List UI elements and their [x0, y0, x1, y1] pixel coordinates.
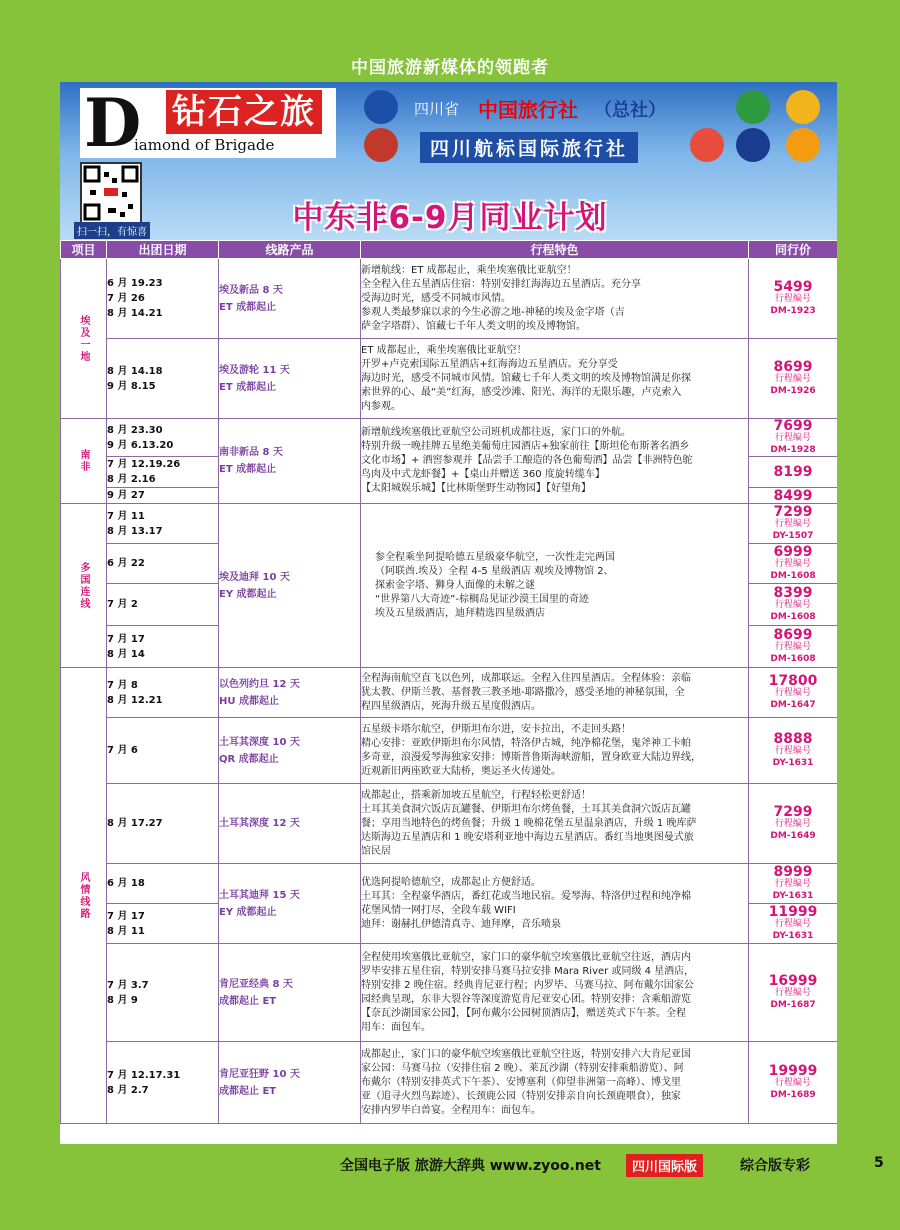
price-label: 行程编号 — [774, 987, 811, 998]
route-features: 全程使用埃塞俄比亚航空，家门口的豪华航空埃塞俄比亚航空往返，酒店内 罗毕安排五星住宿，特别安排马赛马拉安排 Mara River 或同级 4 星酒店， 特别安排 2 晚住宿。经典肯尼亚行程；内罗毕、马赛马拉、阿布戴尔国家公 园经典呈现，东非大裂谷等深度游览肯尼亚安心团。特别安排：含乘船游览 【奈瓦沙湖国家公园】，【阿布戴尔公园树顶酒店】，赠送英式下午茶。全程 用车：面包车。 — [361, 944, 749, 1042]
cits-emblem-icon — [364, 90, 398, 124]
route-features: 优选阿提哈德航空，成都起止方便舒适。 土耳其：全程豪华酒店，番红花或当地民宿。爱琴海、特洛伊过程和纯净棉 花堡风情一网打尽，全段车载 WIFI 迪拜：谢赫扎伊德清真寺、迪拜摩，音乐喷泉 — [361, 864, 749, 944]
route-product[interactable]: 埃及新品 8 天 ET 成都起止 — [219, 259, 361, 339]
price-label: 行程编号 — [774, 558, 811, 569]
route-product[interactable]: 土耳其迪拜 15 天 EY 成都起止 — [219, 864, 361, 944]
red-swirl-icon — [690, 128, 724, 162]
price-value: 5499 — [773, 278, 813, 295]
hangbiao-agency-row — [356, 128, 826, 164]
route-product[interactable]: 埃及迪拜 10 天 EY 成都起止 — [219, 504, 361, 668]
route-code: DM-1928 — [770, 444, 816, 455]
price-cell — [749, 718, 838, 784]
price-label: 行程编号 — [774, 373, 811, 384]
route-code: DM-1649 — [770, 830, 816, 841]
cits-hq: （总社） — [594, 100, 666, 121]
price-label: 行程编号 — [774, 878, 811, 889]
price-value: 7299 — [773, 503, 813, 520]
price-label: 行程编号 — [774, 918, 811, 929]
hangbiao-logo-icon — [364, 128, 398, 162]
price-label: 行程编号 — [774, 1077, 811, 1088]
col-header: 线路产品 — [219, 241, 361, 259]
price-value: 6999 — [773, 543, 813, 560]
footer — [0, 1152, 900, 1182]
departure-dates: 8 月 23.30 9 月 6.13.20 — [107, 419, 219, 457]
route-product[interactable]: 埃及游轮 11 天 ET 成都起止 — [219, 339, 361, 419]
category-exotic: 风情线路 — [61, 668, 107, 1124]
price-cell — [749, 864, 838, 904]
route-features: 新增航线：ET 成都起止，乘坐埃塞俄比亚航空！ 全全程入住五星酒店住宿：特别安排红海海边五星酒店。充分享 受海边时光，感受不同城市风情。 参观人类最梦寐以求的今生必游之地-神秘的埃及金字塔（吉 萨金字塔群）、馆藏七千年人类文明的埃及博物馆。 — [361, 259, 749, 339]
route-features: 新增航线埃塞俄比亚航空公司班机成都往返，家门口的外航。 特别升级一晚挂牌五星绝美葡萄庄园酒店+独家前往【斯坦伦布斯著名酒乡 文化市场】+ 酒窖参观并【品尝手工酿造的各色葡萄酒】品尝【非洲特色鸵 鸟肉及中式龙虾餐】+【桌山并赠送 360 度旋转缆车】 【太阳城娱乐城】【比林斯堡野生动物园】【好望角】 — [361, 419, 749, 504]
departure-dates: 7 月 17 8 月 14 — [107, 626, 219, 668]
province-text: 四川省 — [414, 100, 460, 118]
footer-section: 综合版专彩 — [740, 1158, 810, 1174]
price-label: 行程编号 — [774, 641, 811, 652]
price-value: 7699 — [773, 417, 813, 434]
qr-code-icon[interactable] — [80, 162, 142, 224]
route-features: 成都起止，搭乘新加坡五星航空，行程轻松更舒适！ 土耳其美食洞穴饭店瓦罐餐、伊斯坦布尔烤鱼餐，土耳其美食洞穴饭店瓦罐 餐；享用当地特色的烤鱼餐；升级 1 晚棉花堡五星温泉酒店，升级 1 晚库萨 达斯海边五星酒店和 1 晚安塔利亚地中海边五星酒店。番红当地奥图曼式旅 馆民居 — [361, 784, 749, 864]
route-code: DM-1608 — [770, 570, 816, 581]
price-value: 7299 — [773, 803, 813, 820]
route-product[interactable]: 南非新品 8 天 ET 成都起止 — [219, 419, 361, 504]
route-code: DM-1923 — [770, 305, 816, 316]
price-cell — [749, 584, 838, 626]
price-value: 8699 — [773, 626, 813, 643]
route-product[interactable]: 肯尼亚经典 8 天 成都起止 ET — [219, 944, 361, 1042]
departure-dates: 7 月 8 8 月 12.21 — [107, 668, 219, 718]
price-label: 行程编号 — [774, 599, 811, 610]
route-features: ET 成都起止，乘坐埃塞俄比亚航空！ 开罗+卢克索国际五星酒店+红海海边五星酒店。充分享受 海边时光，感受不同城市风情。馆藏七千年人类文明的埃及博物馆满足你探 索世界的心、最“美”红海，感受沙滩、阳光、海洋的无限乐趣，卢克索入 内参观。 — [361, 339, 749, 419]
route-features: 参全程乘坐阿提哈德五星级豪华航空，一次性走完两国 （阿联酋.埃及）全程 4-5 星级酒店 观埃及博物馆 2、 探索金字塔、狮身人面像的未解之谜 “世界第八大奇迹”-棕榈岛见证沙漠王国里的奇迹 埃及五星级酒店，迪拜精选四星级酒店 — [361, 504, 749, 668]
price-value: 8399 — [773, 584, 813, 601]
departure-dates: 7 月 3.7 8 月 9 — [107, 944, 219, 1042]
col-header: 项目 — [61, 241, 107, 259]
departure-dates: 9 月 27 — [107, 488, 219, 504]
footer-site[interactable]: 全国电子版 旅游大辞典 www.zyoo.net — [340, 1158, 601, 1174]
price-label: 行程编号 — [774, 293, 811, 304]
price-value: 17800 — [768, 672, 818, 689]
table-row[interactable] — [61, 259, 838, 339]
price-label: 行程编号 — [774, 432, 811, 443]
route-code: DM-1689 — [770, 1089, 816, 1100]
table-row[interactable] — [61, 718, 838, 784]
route-code: DM-1926 — [770, 385, 816, 396]
price-cell — [749, 904, 838, 944]
table-row[interactable] — [61, 864, 838, 904]
price-label: 行程编号 — [774, 687, 811, 698]
route-code: DY-1631 — [772, 757, 814, 768]
price-label: 行程编号 — [774, 745, 811, 756]
mascot-icon — [786, 90, 820, 124]
departure-dates: 7 月 17 8 月 11 — [107, 904, 219, 944]
table-row[interactable] — [61, 1042, 838, 1124]
slogan: 中国旅游新媒体的领跑者 — [351, 58, 549, 78]
eits-star-icon — [736, 128, 770, 162]
award-emblem-icon — [736, 90, 770, 124]
price-value: 8888 — [773, 730, 813, 747]
page-title: 中东非6-9月同业计划 — [292, 200, 608, 236]
route-code: DM-1687 — [770, 999, 816, 1010]
departure-dates: 7 月 11 8 月 13.17 — [107, 504, 219, 544]
route-product[interactable]: 肯尼亚狂野 10 天 成都起止 ET — [219, 1042, 361, 1124]
route-product[interactable]: 土耳其深度 10 天 QR 成都起止 — [219, 718, 361, 784]
route-features: 五星级卡塔尔航空，伊斯坦布尔进，安卡拉出，不走回头路！ 精心安排：亚欧伊斯坦布尔风情，特洛伊古城，纯净棉花堡，鬼斧神工卡帕 多奇亚，浪漫爱琴海独家安排：博斯普鲁斯海峡游船，置身欧亚大陆边界线， 近观新旧两座欧亚大陆桥，奥运圣火传递处。 — [361, 718, 749, 784]
price-label: 行程编号 — [774, 818, 811, 829]
route-code: DM-1608 — [770, 611, 816, 622]
page-content — [60, 82, 837, 1144]
category-egypt: 埃及一地 — [61, 259, 107, 419]
logo-en-text: iamond of Brigade — [134, 136, 275, 154]
price-cell — [749, 626, 838, 668]
route-features: 成都起止，家门口的豪华航空埃塞俄比亚航空往返，特别安排六大肯尼亚国 家公园：马赛马拉（安排住宿 2 晚）、莱瓦沙湖（特别安排乘船游览）、阿 布戴尔（特别安排英式下午茶）、安博塞利（仰望非洲第一高峰）、博戈里 亚（追寻火烈鸟踪迹）、长颈鹿公园（特别安排亲自向长颈鹿喂食），独家 安排内罗毕白兽宴。全程用车：面包车。 — [361, 1042, 749, 1124]
table-row[interactable] — [61, 504, 838, 544]
cits-agency-row — [356, 90, 826, 124]
price-label: 行程编号 — [774, 518, 811, 529]
category-south-africa: 南非 — [61, 419, 107, 504]
col-header: 出团日期 — [107, 241, 219, 259]
price-cell — [749, 504, 838, 544]
route-code: DY-1507 — [772, 530, 814, 541]
price-cell — [749, 419, 838, 457]
price-cell — [749, 668, 838, 718]
page-number: 5 — [874, 1155, 884, 1171]
departure-dates: 8 月 14.18 9 月 8.15 — [107, 339, 219, 419]
table-row[interactable] — [61, 784, 838, 864]
departure-dates: 7 月 2 — [107, 584, 219, 626]
route-product[interactable]: 土耳其深度 12 天 — [219, 784, 361, 864]
departure-dates: 7 月 12.17.31 8 月 2.7 — [107, 1042, 219, 1124]
price-cell — [749, 944, 838, 1042]
cartoon-icon — [786, 128, 820, 162]
departure-dates: 8 月 17.27 — [107, 784, 219, 864]
departure-dates: 6 月 22 — [107, 544, 219, 584]
departure-dates: 7 月 12.19.26 8 月 2.16 — [107, 457, 219, 488]
price-value: 19999 — [768, 1062, 818, 1079]
qr-caption: 扫一扫，有惊喜 — [74, 222, 150, 239]
price-cell — [749, 1042, 838, 1124]
price-cell — [749, 544, 838, 584]
price-cell — [749, 784, 838, 864]
price-value: 8699 — [773, 358, 813, 375]
route-code: DM-1608 — [770, 653, 816, 664]
route-code: DY-1631 — [772, 930, 814, 941]
route-product[interactable]: 以色列约旦 12 天 HU 成都起止 — [219, 668, 361, 718]
price-value: 8199 — [773, 464, 813, 480]
table-row[interactable] — [61, 668, 838, 718]
logo-cn-text: 钻石之旅 — [166, 90, 322, 134]
price-cell — [749, 488, 838, 504]
departure-dates: 7 月 6 — [107, 718, 219, 784]
price-value: 16999 — [768, 972, 818, 989]
price-cell — [749, 339, 838, 419]
price-cell — [749, 457, 838, 488]
category-multi-country: 多国连线 — [61, 504, 107, 668]
price-cell — [749, 259, 838, 339]
route-code: DM-1647 — [770, 699, 816, 710]
price-value: 8499 — [773, 487, 813, 504]
departure-dates: 6 月 19.23 7 月 26 8 月 14.21 — [107, 259, 219, 339]
table-row[interactable] — [61, 419, 838, 457]
cits-name: 中国旅行社 — [478, 98, 578, 122]
route-features: 全程海南航空直飞以色列，成都联运。全程入住四星酒店。全程体验：亲临 犹太教、伊斯兰教、基督教三教圣地-耶路撒冷，感受圣地的神秘氛围，全 程四星级酒店，死海升级五星度假酒店。 — [361, 668, 749, 718]
route-code: DY-1631 — [772, 890, 814, 901]
table-header — [61, 241, 838, 259]
agency2-name: 四川航标国际旅行社 — [420, 132, 638, 163]
tour-plan-table — [60, 240, 837, 1124]
price-value: 11999 — [768, 903, 818, 920]
col-header: 行程特色 — [361, 241, 749, 259]
diamond-logo — [80, 84, 336, 162]
footer-edition-badge: 四川国际版 — [626, 1154, 703, 1177]
col-header: 同行价 — [749, 241, 838, 259]
table-row[interactable] — [61, 944, 838, 1042]
logo-letter: D — [84, 84, 142, 162]
header-banner — [60, 82, 837, 240]
departure-dates: 6 月 18 — [107, 864, 219, 904]
price-value: 8999 — [773, 863, 813, 880]
table-row[interactable] — [61, 339, 838, 419]
